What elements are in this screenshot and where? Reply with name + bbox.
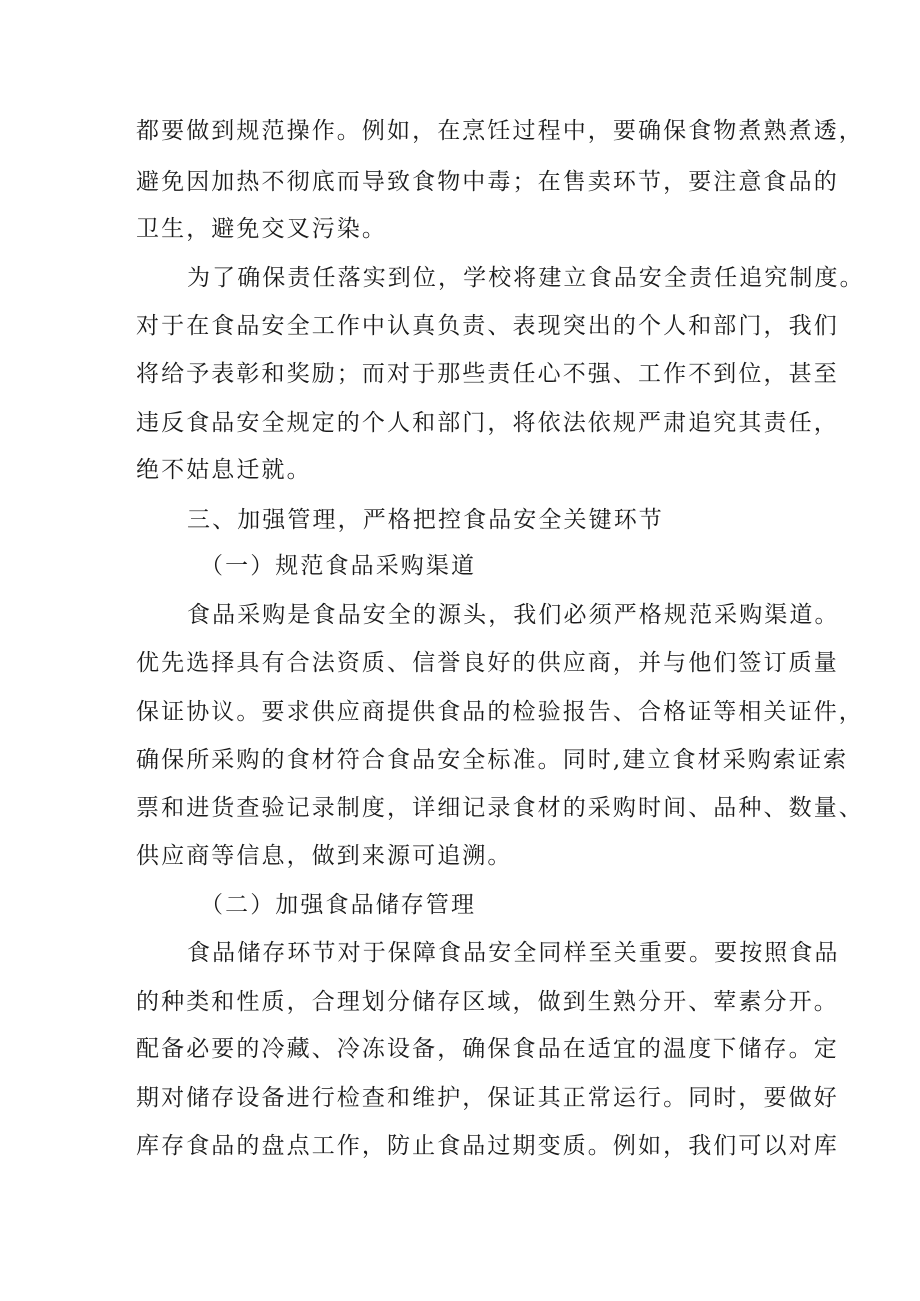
text-line: 避免因加热不彻底而导致食物中毒；在售卖环节，要注意食品的 [136, 169, 839, 195]
text-line: 确保所采购的食材符合食品安全标准。同时,建立食材采购索证索 [136, 747, 849, 773]
text-line: 配备必要的冷藏、冷冻设备，确保食品在适宜的温度下储存。定 [136, 1036, 839, 1062]
text-line: 票和进货查验记录制度，详细记录食材的采购时间、品种、数量、 [136, 795, 864, 821]
text-line: 供应商等信息，做到来源可追溯。 [136, 843, 513, 869]
text-line: 优先选择具有合法资质、信誉良好的供应商，并与他们签订质量 [136, 650, 839, 676]
text-line: 对于在食品安全工作中认真负责、表现突出的个人和部门，我们 [136, 313, 839, 339]
text-line: 将给予表彰和奖励；而对于那些责任心不强、工作不到位，甚至 [136, 361, 839, 387]
subsection-heading: （一）规范食品采购渠道 [200, 553, 477, 579]
text-line: 库存食品的盘点工作，防止食品过期变质。例如，我们可以对库 [136, 1133, 839, 1159]
text-line: 卫生，避免交叉污染。 [136, 216, 387, 242]
text-line: 期对储存设备进行检查和维护，保证其正常运行。同时，要做好 [136, 1085, 839, 1111]
text-line: 保证协议。要求供应商提供食品的检验报告、合格证等相关证件， [136, 699, 864, 725]
text-line: 违反食品安全规定的个人和部门，将依法依规严肃追究其责任， [136, 410, 839, 436]
text-line: 食品采购是食品安全的源头，我们必须严格规范采购渠道。 [187, 602, 840, 628]
text-line: 食品储存环节对于保障食品安全同样至关重要。要按照食品 [187, 940, 840, 966]
text-line: 为了确保责任落实到位，学校将建立食品安全责任追究制度。 [187, 265, 865, 291]
text-line: 绝不姑息迁就。 [136, 457, 312, 483]
text-line: 都要做到规范操作。例如，在烹饪过程中，要确保食物煮熟煮透， [136, 118, 864, 144]
subsection-heading: （二）加强食品储存管理 [200, 892, 477, 918]
section-heading: 三、加强管理，严格把控食品安全关键环节 [187, 507, 664, 533]
text-line: 的种类和性质，合理划分储存区域，做到生熟分开、荤素分开。 [136, 989, 839, 1015]
